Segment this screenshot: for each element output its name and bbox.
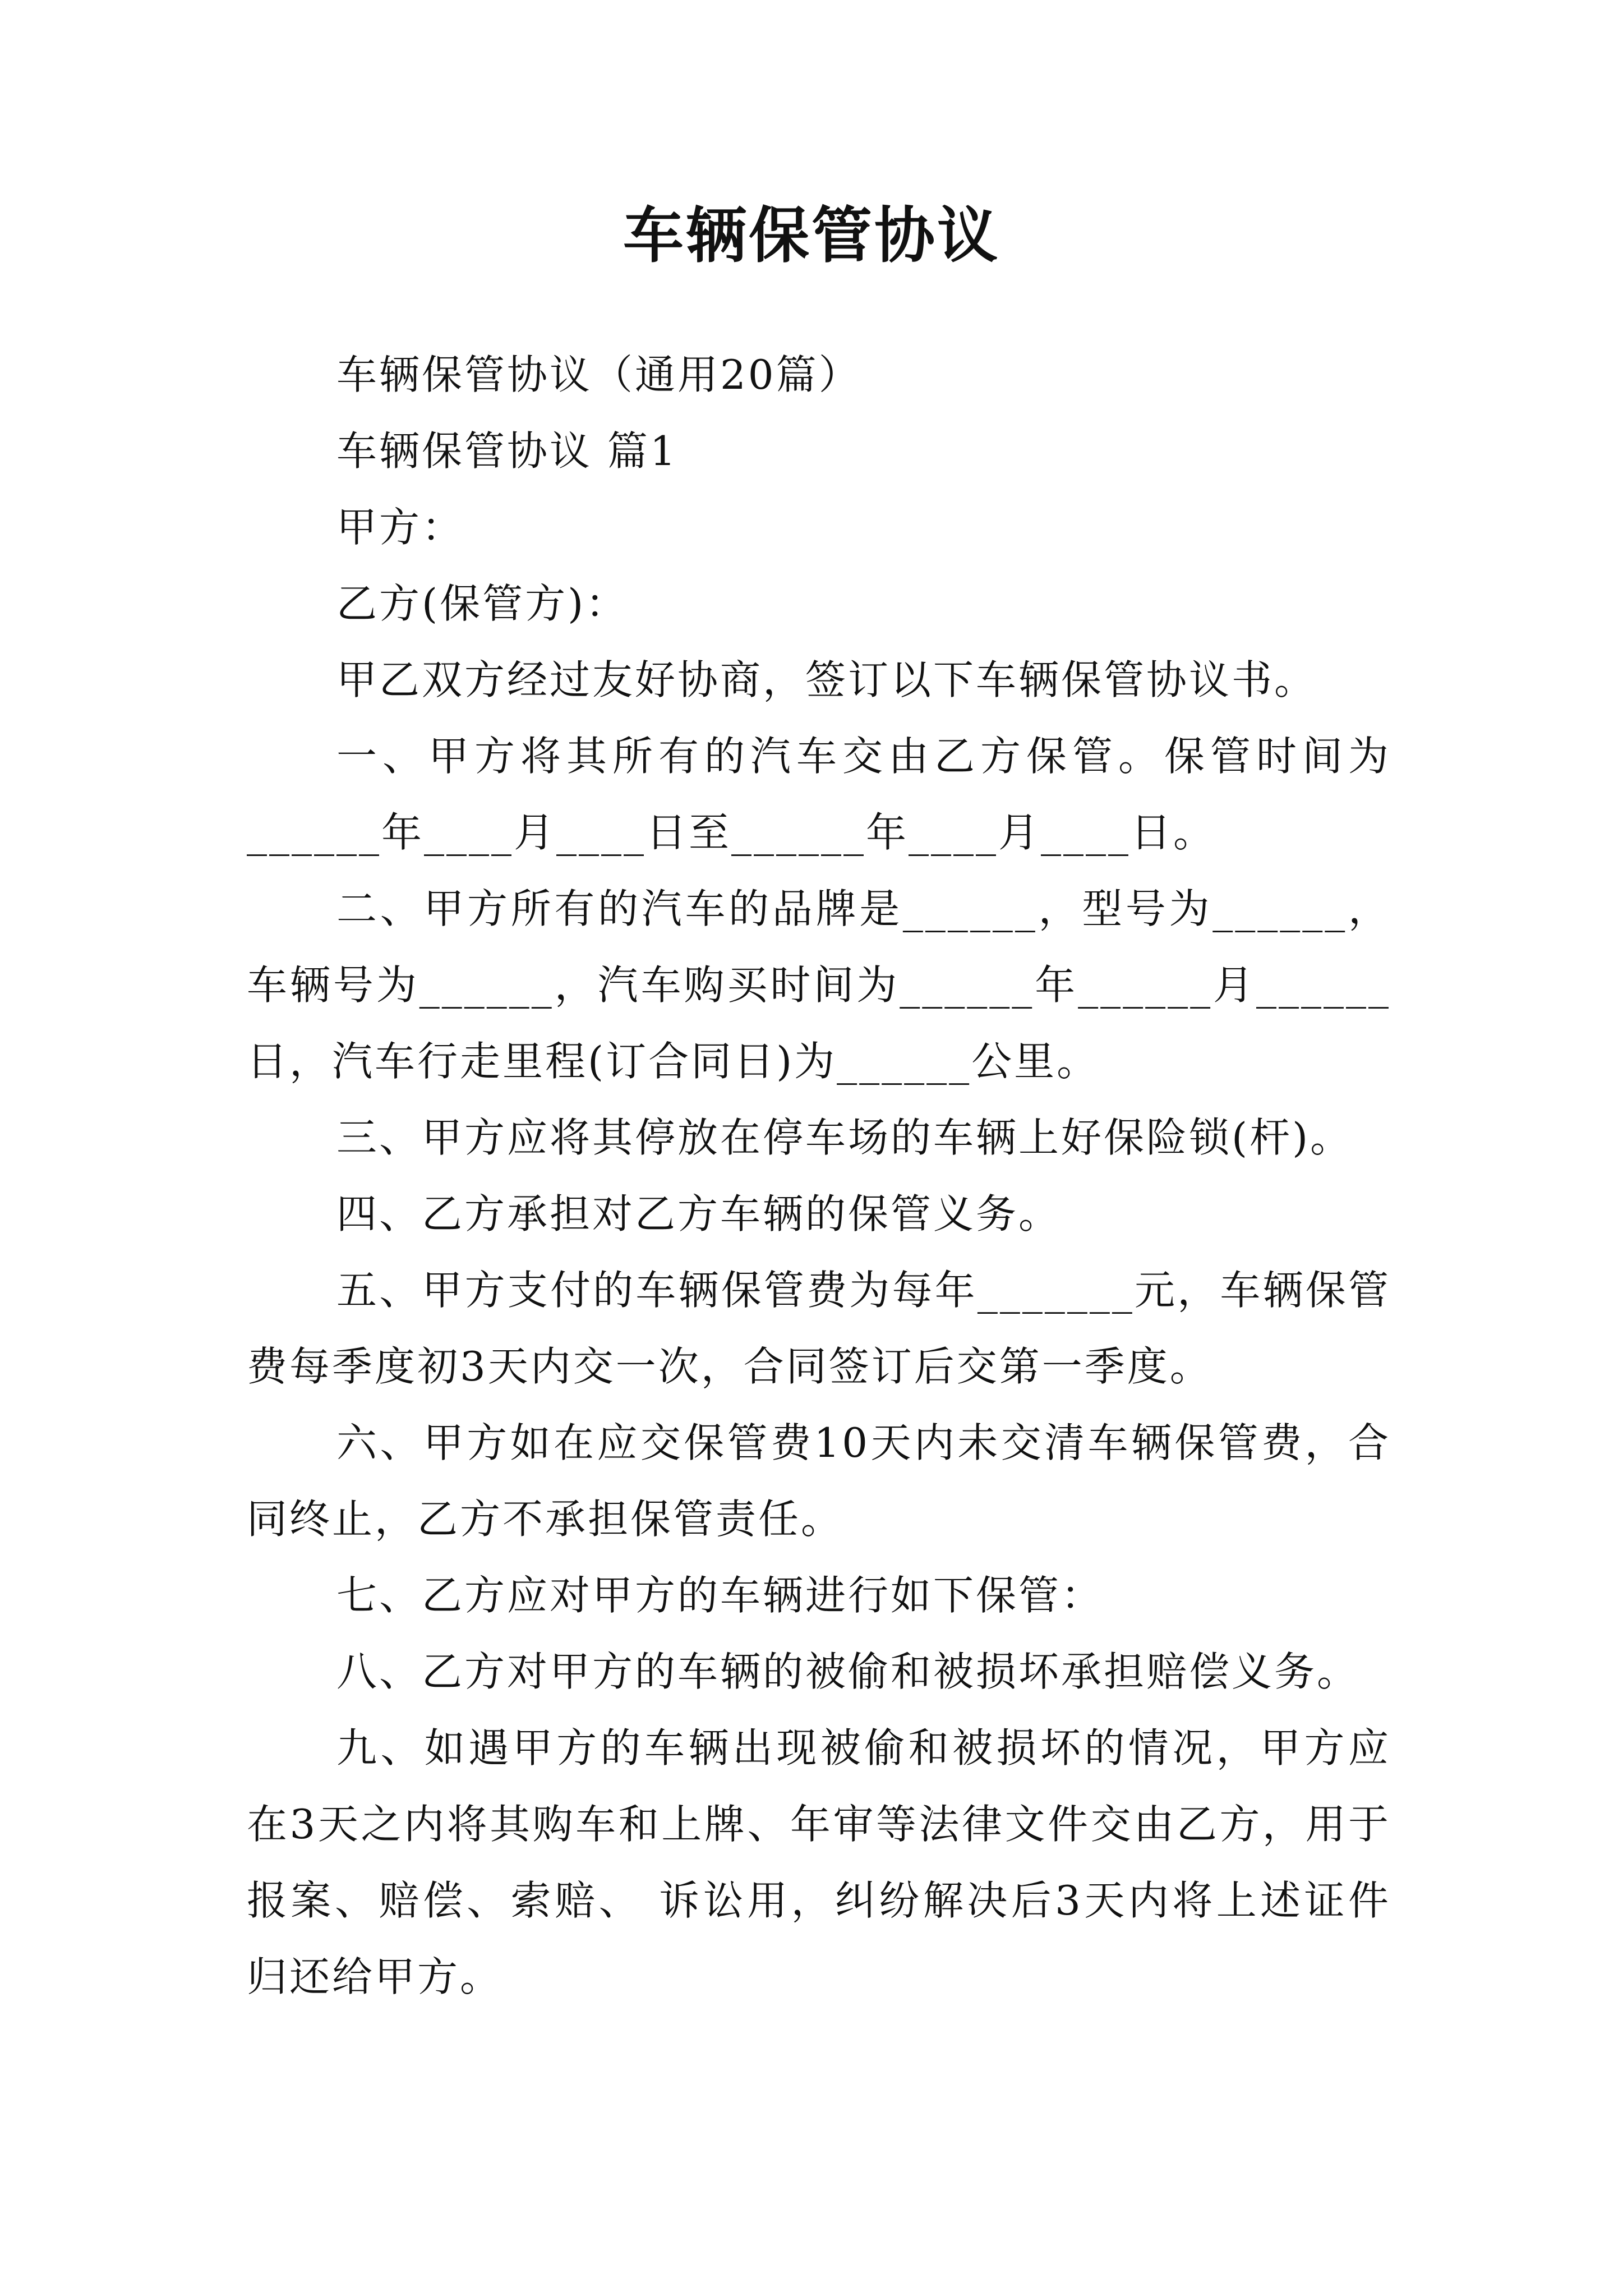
subtitle-paragraph: 车辆保管协议（通用20篇）: [336, 351, 861, 398]
document-body: [247, 337, 1391, 2015]
clause-9: 九、如遇甲方的车辆出现被偷和被损坏的情况，甲方应在3天之内将其购车和上牌、年审等法律文件交由乙方，用于报案、赔偿、索赔、 诉讼用，纠纷解决后3天内将上述证件归还给甲方。: [247, 1724, 1391, 2000]
section-heading: 车辆保管协议 篇1: [336, 427, 678, 475]
document-title: 车辆保管协议: [623, 200, 1000, 271]
party-b-line: 乙方(保管方)：: [336, 580, 629, 627]
clause-4: 四、乙方承担对乙方车辆的保管义务。: [336, 1190, 1062, 1237]
clause-1: 一、甲方将其所有的汽车交由乙方保管。保管时间为______年____月____日至______年____月____日。: [247, 733, 1391, 856]
clause-3: 三、甲方应将其停放在停车场的车辆上好保险锁(杆)。: [336, 1114, 1353, 1161]
clause-2: 二、甲方所有的汽车的品牌是______，型号为______，车辆号为______，汽车购买时间为______年______月______日，汽车行走里程(订合同日)为______公里。: [247, 885, 1391, 1085]
intro-paragraph: 甲乙双方经过友好协商，签订以下车辆保管协议书。: [336, 656, 1317, 703]
clause-5: 五、甲方支付的车辆保管费为每年_______元，车辆保管费每季度初3天内交一次，合同签订后交第一季度。: [247, 1267, 1391, 1390]
clause-6: 六、甲方如在应交保管费10天内未交清车辆保管费，合同终止，乙方不承担保管责任。: [247, 1419, 1391, 1543]
party-a-line: 甲方：: [336, 504, 465, 551]
clause-8: 八、乙方对甲方的车辆的被偷和被损坏承担赔偿义务。: [336, 1648, 1360, 1695]
clause-7: 七、乙方应对甲方的车辆进行如下保管：: [336, 1572, 1104, 1619]
